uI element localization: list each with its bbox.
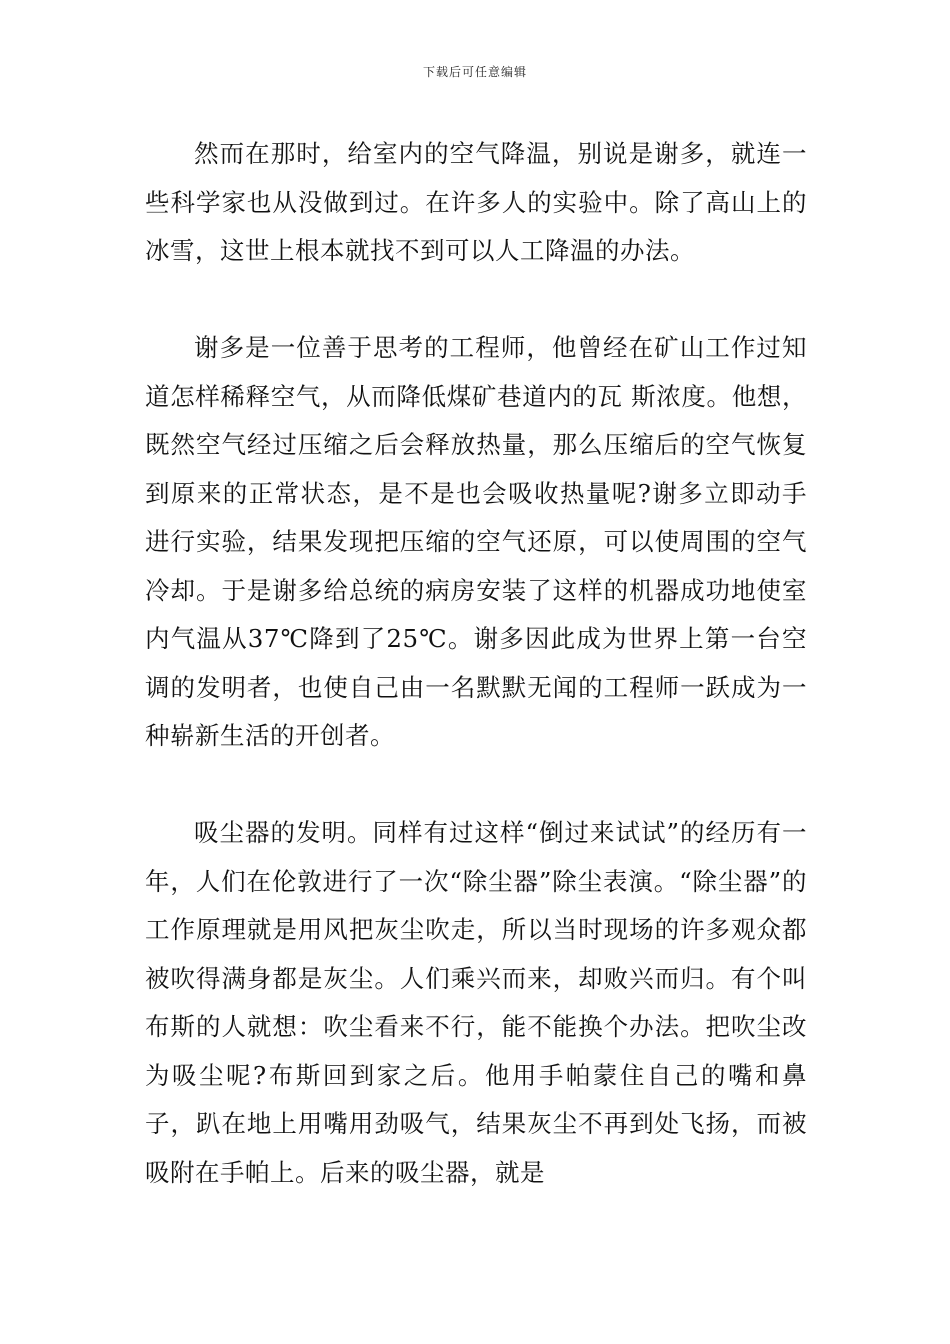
page-header: 下载后可任意编辑	[422, 65, 527, 79]
document-body	[145, 130, 807, 1197]
paragraph-air-cooling-problem: 然而在那时，给室内的空气降温，别说是谢多，就连一些科学家也从没做到过。在许多人的实验中。除了高山上的冰雪，这世上根本就找不到可以人工降温的办法。	[145, 139, 807, 265]
paragraph-air-conditioner-invention: 谢多是一位善于思考的工程师，他曾经在矿山工作过知道怎样稀释空气，从而降低煤矿巷道内的瓦 斯浓度。他想，既然空气经过压缩之后会释放热量，那么压缩后的空气恢复到原来的正常状态，是不是也会吸收热量呢?谢多立即动手进行实验，结果发现把压缩的空气还原，可以使周围的空气冷却。于是谢多给总统的病房安装了这样的机器成功地使室内气温从37℃降到了25℃。谢多因此成为世界上第一台空调的发明者，也使自己由一名默默无闻的工程师一跃成为一种崭新生活的开创者。	[145, 333, 807, 750]
paragraph-vacuum-cleaner-invention: 吸尘器的发明。同样有过这样“倒过来试试”的经历有一年，人们在伦敦进行了一次“除尘器”除尘表演。“除尘器”的工作原理就是用风把灰尘吹走，所以当时现场的许多观众都被吹得满身都是灰尘。人们乘兴而来，却败兴而归。有个叫布斯的人就想：吹尘看来不行，能不能换个办法。把吹尘改为吸尘呢?布斯回到家之后。他用手帕蒙住自己的嘴和鼻子，趴在地上用嘴用劲吸气，结果灰尘不再到处飞扬，而被吸附在手帕上。后来的吸尘器，就是	[145, 818, 807, 1187]
